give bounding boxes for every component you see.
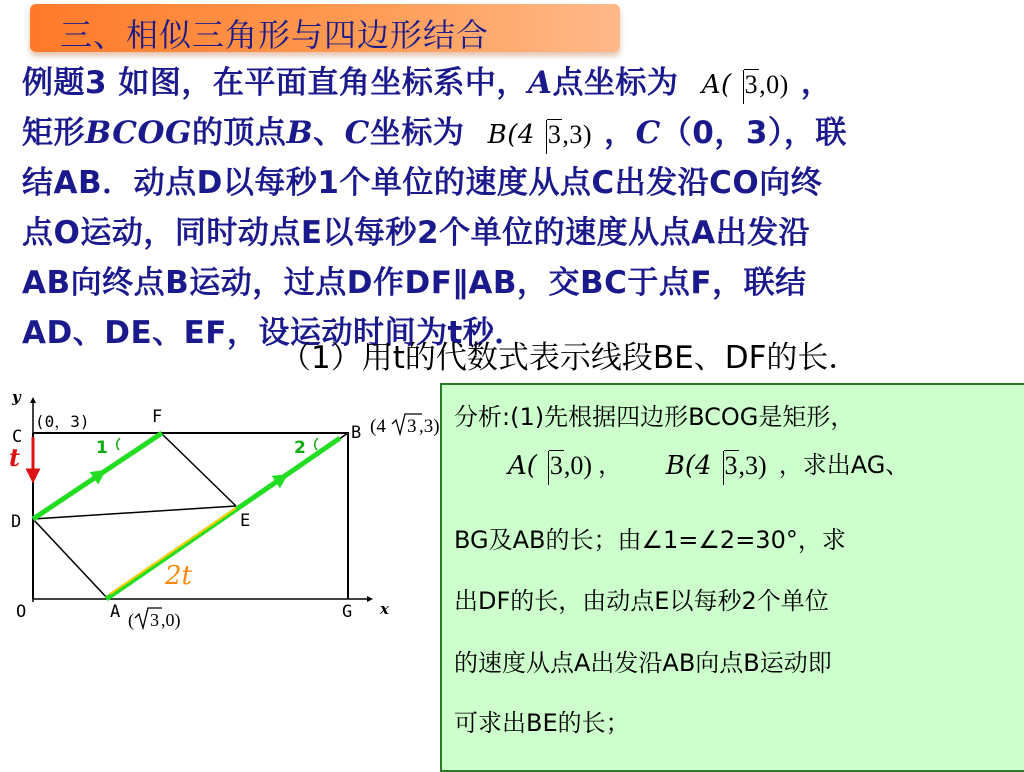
label-b-coord-rad: 3 [407,416,417,437]
analysis-line-4: 出DF的长，由动点E以每秒2个单位 [454,587,829,615]
problem-line-6: AD、DE、EF，设运动时间为t秒． [22,315,526,351]
problem-line-1 [22,58,1012,108]
geometry-diagram [0,380,440,630]
problem-text: （0，3） [660,115,784,151]
formula-part: B(4 [487,119,535,150]
problem-line-4: 点O运动，同时动点E以每秒2个单位的速度从点A出发沿 [22,215,811,251]
label-b-coord-pre: (4 [370,416,386,437]
label-a-coord-post: ,0) [161,610,181,630]
label-c-coord: (0，3) [35,412,90,431]
problem-var: BCOG [85,115,192,151]
angle-1-label: 1 [96,438,108,458]
problem-line-5: AB向终点B运动，过点D作DF∥AB，交BC于点F，联结 [22,265,807,301]
sqrt-sign [712,449,739,483]
label-t: t [9,443,21,472]
problem-var: C [635,115,661,151]
segment-fe [161,433,236,506]
formula-radicand: 3 [547,119,562,149]
label-f: F [152,407,163,427]
sqrt-sign [732,68,760,102]
problem-text: 的顶点 [191,115,287,151]
sqrt-sign [535,118,563,152]
analysis-sep: ， [598,451,623,479]
label-d: D [11,512,22,532]
problem-text: 例题3 如图，在平面直角坐标系中， [22,65,528,101]
analysis-line-3: BG及AB的长；由∠1=∠2=30°，求 [454,526,846,554]
formula-B [482,118,598,152]
label-a: A [110,602,121,622]
formula-part: A( [508,451,537,481]
question-1: （1）用t的代数式表示线段BE、DF的长． [280,340,860,376]
analysis-line-5: 的速度从点A出发沿AB向点B运动即 [454,649,832,677]
analysis-line-2 [502,445,909,483]
problem-text: 坐标为 [369,115,465,151]
arrow-ab [106,438,340,599]
formula-part: ,0) [563,451,593,480]
problem-text: 、 [313,115,345,151]
sqrt-sign [537,449,564,483]
problem-var: A [527,65,553,101]
problem-text: ， [800,65,833,101]
problem-text: ， [604,115,636,151]
label-b-coord [370,414,440,437]
formula-part: A( [701,69,732,100]
segment-de [33,506,236,519]
label-2t: 2t [165,561,192,591]
formula-A [696,68,795,102]
label-a-coord-pre: ( [128,610,134,630]
label-g: G [342,602,353,622]
analysis-line-1: 分析:(1)先根据四边形BCOG是矩形， [454,403,855,431]
analysis-text: ，求出AG、 [778,451,910,479]
label-a-coord-rad: 3 [150,610,159,630]
problem-line-3: 结AB．动点D以每秒1个单位的速度从点C出发沿CO向终 [22,165,823,201]
label-c: C [12,427,23,447]
label-a-coord [128,608,181,630]
slide-title: 三、相似三角形与四边形结合 [60,16,490,54]
label-y: y [12,388,21,406]
angle-2-arc [315,438,318,450]
problem-text: 点坐标为 [552,65,679,101]
formula-radicand: 3 [549,451,563,480]
problem-statement [22,58,1012,358]
label-e: E [240,511,251,531]
problem-var: B [286,115,314,151]
formula-part: B(4 [665,451,712,481]
formula-part: ,3) [738,451,767,480]
problem-text: ，联 [783,115,847,151]
formula-radicand: 3 [744,69,759,99]
formula-A [502,449,598,483]
segment-ad [33,519,108,599]
problem-var: C [344,115,370,151]
label-x: x [380,600,389,618]
angle-1-arc [117,438,120,450]
formula-radicand: 3 [724,451,738,480]
problem-text: 矩形 [22,115,85,151]
angle-2-label: 2 [294,438,306,458]
problem-line-2 [22,108,1012,158]
label-o: O [16,602,27,622]
formula-part: ,0) [759,69,789,99]
formula-B [660,449,773,483]
analysis-line-6: 可求出BE的长； [454,709,630,737]
label-b: B [351,423,362,443]
analysis-box [440,383,1024,772]
label-b-coord-post: ,3) [419,416,440,437]
formula-part: ,3) [562,119,593,149]
